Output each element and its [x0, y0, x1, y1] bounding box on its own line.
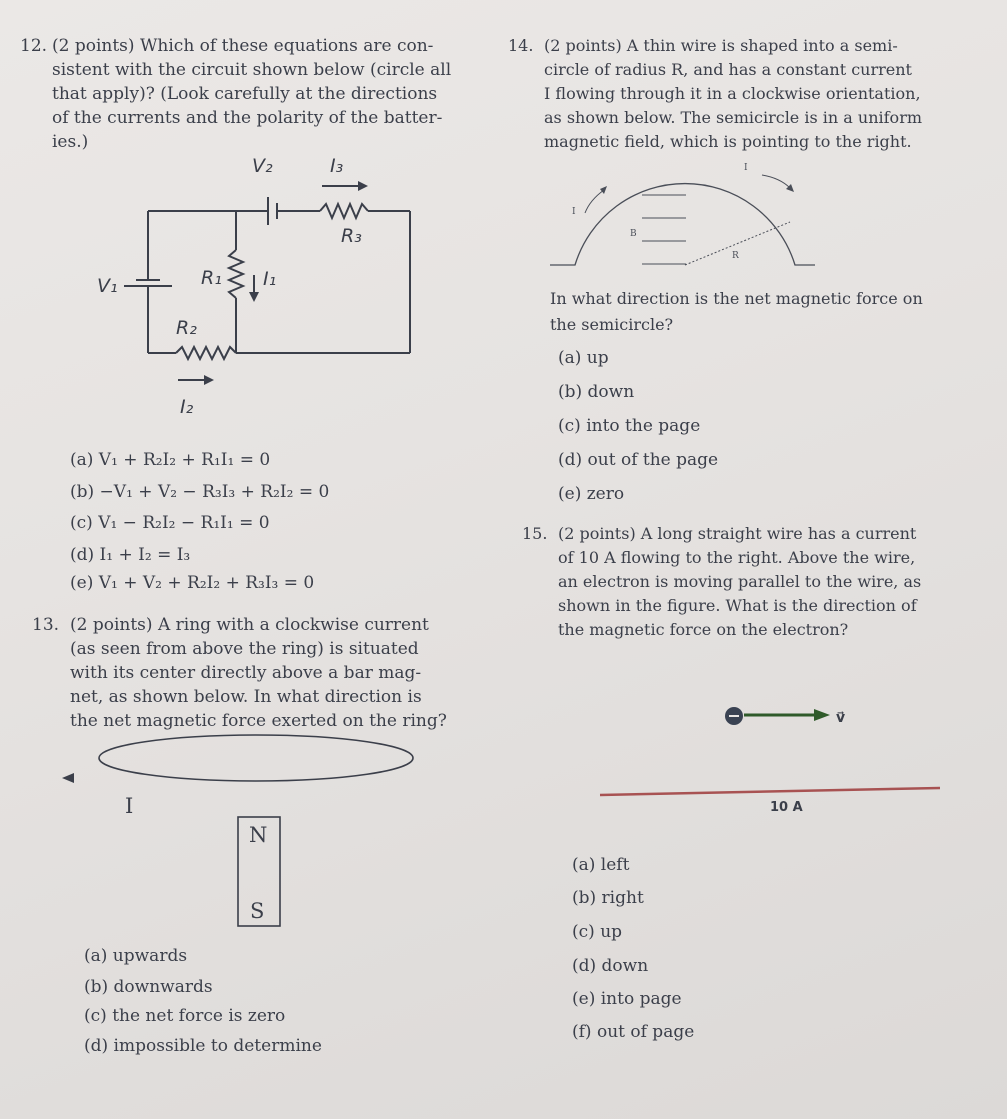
- q12-choice-a[interactable]: (a) V₁ + R₂I₂ + R₁I₁ = 0: [70, 450, 271, 470]
- q14-choice-c[interactable]: (c) into the page: [558, 416, 701, 436]
- q15-choice-b[interactable]: (b) right: [572, 888, 644, 908]
- electron-minus-sign: [729, 715, 739, 717]
- current-wire: [600, 788, 940, 795]
- question-number: 14.: [508, 36, 534, 55]
- q14-choice-a[interactable]: (a) up: [558, 348, 609, 368]
- label-ring-current: I: [125, 794, 134, 818]
- label-current-top: I: [744, 163, 748, 173]
- question-number: 12.: [20, 36, 48, 56]
- q13-choice-b[interactable]: (b) downwards: [84, 977, 213, 997]
- q15-choice-f[interactable]: (f) out of page: [572, 1022, 695, 1042]
- label-current-left: I: [572, 207, 576, 217]
- q14-choice-b[interactable]: (b) down: [558, 382, 635, 402]
- label-field-b: B: [630, 229, 637, 239]
- q14-choice-d[interactable]: (d) out of the page: [558, 450, 719, 470]
- question-stem: (2 points) A long straight wire has a current of 10 A flowing to the right. Above the wire, an electron is moving parallel to the wire, as shown in the figure. What is the direction of the magnetic force on the electron?: [558, 524, 922, 639]
- label-radius: R: [732, 251, 739, 261]
- label-i3: I₃: [330, 155, 344, 177]
- velocity-arrowhead: [814, 709, 830, 721]
- q15-choice-e[interactable]: (e) into page: [572, 989, 682, 1009]
- q12-choice-d[interactable]: (d) I₁ + I₂ = I₃: [70, 545, 191, 565]
- question-stem: (2 points) A ring with a clockwise current (as seen from above the ring) is situated with its center directly above a bar mag- net, as shown below. In what direction is the net magnetic force exerted on the ring?: [70, 615, 447, 731]
- q13-choice-d[interactable]: (d) impossible to determine: [84, 1036, 322, 1056]
- label-wire-current: 10 A: [770, 800, 803, 815]
- label-r1: R₁: [201, 267, 222, 289]
- label-v1: V₁: [97, 275, 118, 297]
- label-i1: I₁: [263, 268, 277, 290]
- q13-choice-a[interactable]: (a) upwards: [84, 946, 188, 966]
- question-number: 13.: [32, 615, 60, 635]
- question-number: 15.: [522, 524, 548, 543]
- q14-prompt: In what direction is the net magnetic force on the semicircle?: [550, 289, 923, 334]
- label-v2: V₂: [252, 155, 273, 177]
- q12-choice-b[interactable]: (b) −V₁ + V₂ − R₃I₃ + R₂I₂ = 0: [70, 482, 330, 502]
- magnet-north-label: N: [249, 823, 268, 847]
- question-stem: (2 points) A thin wire is shaped into a semi- circle of radius R, and has a constant current I flowing through it in a clockwise orientation, as shown below. The semicircle is in a uniform magnetic field, which is pointing to the right.: [544, 36, 923, 151]
- label-velocity: v⃗: [836, 710, 846, 726]
- q13-choice-c[interactable]: (c) the net force is zero: [84, 1006, 286, 1026]
- q15-choice-a[interactable]: (a) left: [572, 855, 630, 875]
- label-r2: R₂: [176, 317, 197, 339]
- label-i2: I₂: [180, 396, 194, 418]
- question-stem: (2 points) Which of these equations are con- sistent with the circuit shown below (circle all that apply)? (Look carefully at the directions of the currents and the polarity of the batter- ies.): [52, 36, 452, 152]
- magnet-south-label: S: [250, 899, 265, 923]
- q14-choice-e[interactable]: (e) zero: [558, 484, 625, 504]
- q12-choice-e[interactable]: (e) V₁ + V₂ + R₂I₂ + R₃I₃ = 0: [70, 573, 315, 593]
- label-r3: R₃: [341, 225, 362, 247]
- q15-choice-c[interactable]: (c) up: [572, 922, 623, 942]
- q12-choice-c[interactable]: (c) V₁ − R₂I₂ − R₁I₁ = 0: [70, 513, 270, 533]
- q15-choice-d[interactable]: (d) down: [572, 956, 649, 976]
